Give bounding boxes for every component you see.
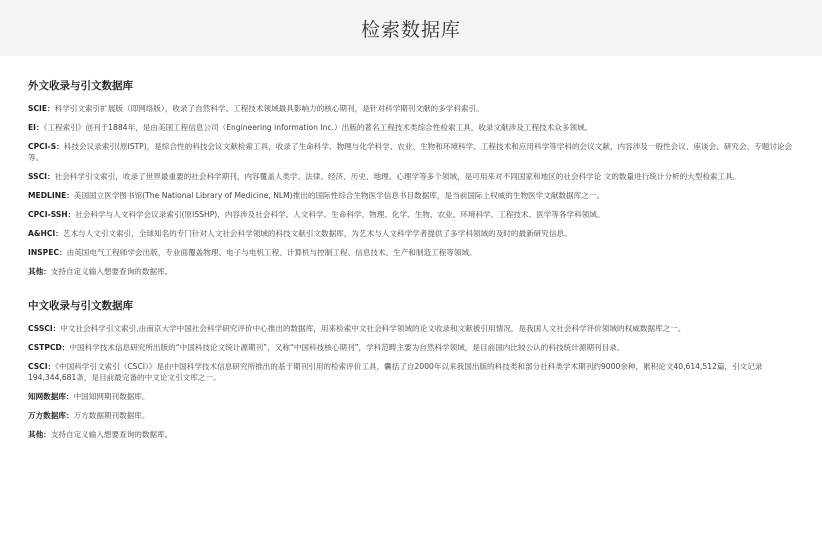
db-label: SSCI： bbox=[28, 171, 55, 181]
db-entry-cpci-s bbox=[28, 142, 794, 164]
db-entry-csci bbox=[28, 362, 794, 384]
db-label: 知网数据库： bbox=[28, 392, 74, 402]
db-entry-wanfang bbox=[28, 411, 794, 422]
db-entry-medline bbox=[28, 191, 794, 202]
db-label: MEDLINE： bbox=[28, 190, 74, 200]
db-label: CSSCI： bbox=[28, 324, 61, 334]
db-description: 社会科学引文索引，收录了世界最重要的社会科学期刊，内容覆盖人类学、法律、经济、历史、地理、心理学等多个领域，是可用来对不同国家和地区的社会科学论 文的数量进行统计分析的大型检索工具。 bbox=[54, 171, 741, 181]
db-label: 其他： bbox=[28, 266, 51, 276]
db-description: 《中国科学引文索引（CSCI）》是由中国科学技术信息研究所推出的基于期刊引用的检索评价工具，囊括了自2000年以来我国出版的科技类和部分社科类学术期刊约9000余种，累积论文40,614,512篇，引文记录194,344,681条，是目前最完备的中文论文引文库之一。 bbox=[28, 362, 763, 383]
db-description: 中文社会科学引文索引,由南京大学中国社会科学研究评价中心推出的数据库，用来检索中文社会科学领域的论文收录和文献被引用情况，是我国人文社会科学评价领域的权威数据库之一。 bbox=[60, 324, 686, 334]
db-entry-ssci bbox=[28, 172, 794, 183]
db-description: 万方数据期刊数据库。 bbox=[73, 411, 150, 421]
db-entry-other-foreign bbox=[28, 267, 794, 278]
db-description: 科技会议录索引(原ISTP)，是综合性的科技会议文献检索工具，收录了生命科学、物理与化学科学、农业、生物和环境科学、工程技术和应用科学等学科的会议文献，内容涉及一般性会议、座谈会、研究会、专题讨论会等。 bbox=[28, 141, 793, 162]
section-title-foreign: 外文收录与引文数据库 bbox=[28, 80, 133, 92]
db-label: EI： bbox=[28, 122, 44, 132]
section-title-chinese: 中文收录与引文数据库 bbox=[28, 300, 133, 313]
db-description: 由英国电气工程师学会出版，专业面覆盖物理、电子与电机工程、计算机与控制工程、信息技术、生产和制造工程等领域。 bbox=[66, 247, 477, 257]
db-description: 社会科学与人文科学会议录索引(原ISSHP)，内容涉及社会科学、人文科学、生命科学、物理、化学、生物、农业、环境科学、工程技术、医学等各学科领域。 bbox=[75, 209, 605, 219]
page-header bbox=[0, 0, 822, 56]
db-label: INSPEC： bbox=[28, 247, 67, 257]
db-description: 艺术与人文引文索引，全球知名的专门针对人文社会科学领域的科技文献引文数据库，为艺术与人文科学学者提供了多学科领域的及时的最新研究信息。 bbox=[62, 228, 572, 238]
db-description: 《工程索引》创刊于1884年，是由美国工程信息公司（Engineering information Inc.）出版的著名工程技术类综合性检索工具，收录文献涉及工程技术众多领域。 bbox=[43, 122, 593, 132]
db-entry-ei bbox=[28, 123, 794, 134]
db-label: CPCI-S： bbox=[28, 141, 64, 151]
db-label: CSTPCD： bbox=[28, 343, 70, 353]
db-entry-cstpcd bbox=[28, 343, 794, 354]
db-entry-cpci-ssh bbox=[28, 210, 794, 221]
db-label: 万方数据库： bbox=[28, 411, 74, 421]
db-label: CPCI-SSH： bbox=[28, 209, 76, 219]
db-label: A&HCI： bbox=[28, 228, 63, 238]
db-description: 中国科学技术信息研究所出版的“中国科技论文统计源期刊”，又称“中国科技核心期刊”，学科范畴主要为自然科学领域，是目前国内比较公认的科技统计源期刊目录。 bbox=[69, 343, 625, 353]
db-entry-ahci bbox=[28, 229, 794, 240]
db-entry-inspec bbox=[28, 248, 794, 259]
db-description: 中国知网期刊数据库。 bbox=[73, 392, 150, 402]
db-entry-cssci bbox=[28, 324, 794, 335]
database-content bbox=[0, 56, 822, 441]
db-entry-other-chinese bbox=[28, 430, 794, 441]
db-entry-scie bbox=[28, 104, 794, 115]
db-label: SCIE： bbox=[28, 104, 55, 113]
db-description: 科学引文索引扩展版（即网络版），收录了自然科学、工程技术领域最具影响力的核心期刊，是针对科学期刊文献的多学科索引。 bbox=[54, 104, 484, 113]
db-label: CSCI： bbox=[28, 362, 56, 372]
db-entry-cnki bbox=[28, 392, 794, 403]
db-label: 其他： bbox=[28, 430, 51, 440]
db-description: 支持自定义输入想要查询的数据库。 bbox=[50, 266, 173, 276]
db-description: 支持自定义输入想要查询的数据库。 bbox=[50, 430, 173, 440]
page-title: 检索数据库 bbox=[360, 18, 461, 41]
db-description: 美国国立医学图书馆(The National Library of Medicine, NLM)推出的国际性综合生物医学信息书目数据库，是当前国际上权威的生物医学文献数据库之一。 bbox=[73, 190, 604, 200]
